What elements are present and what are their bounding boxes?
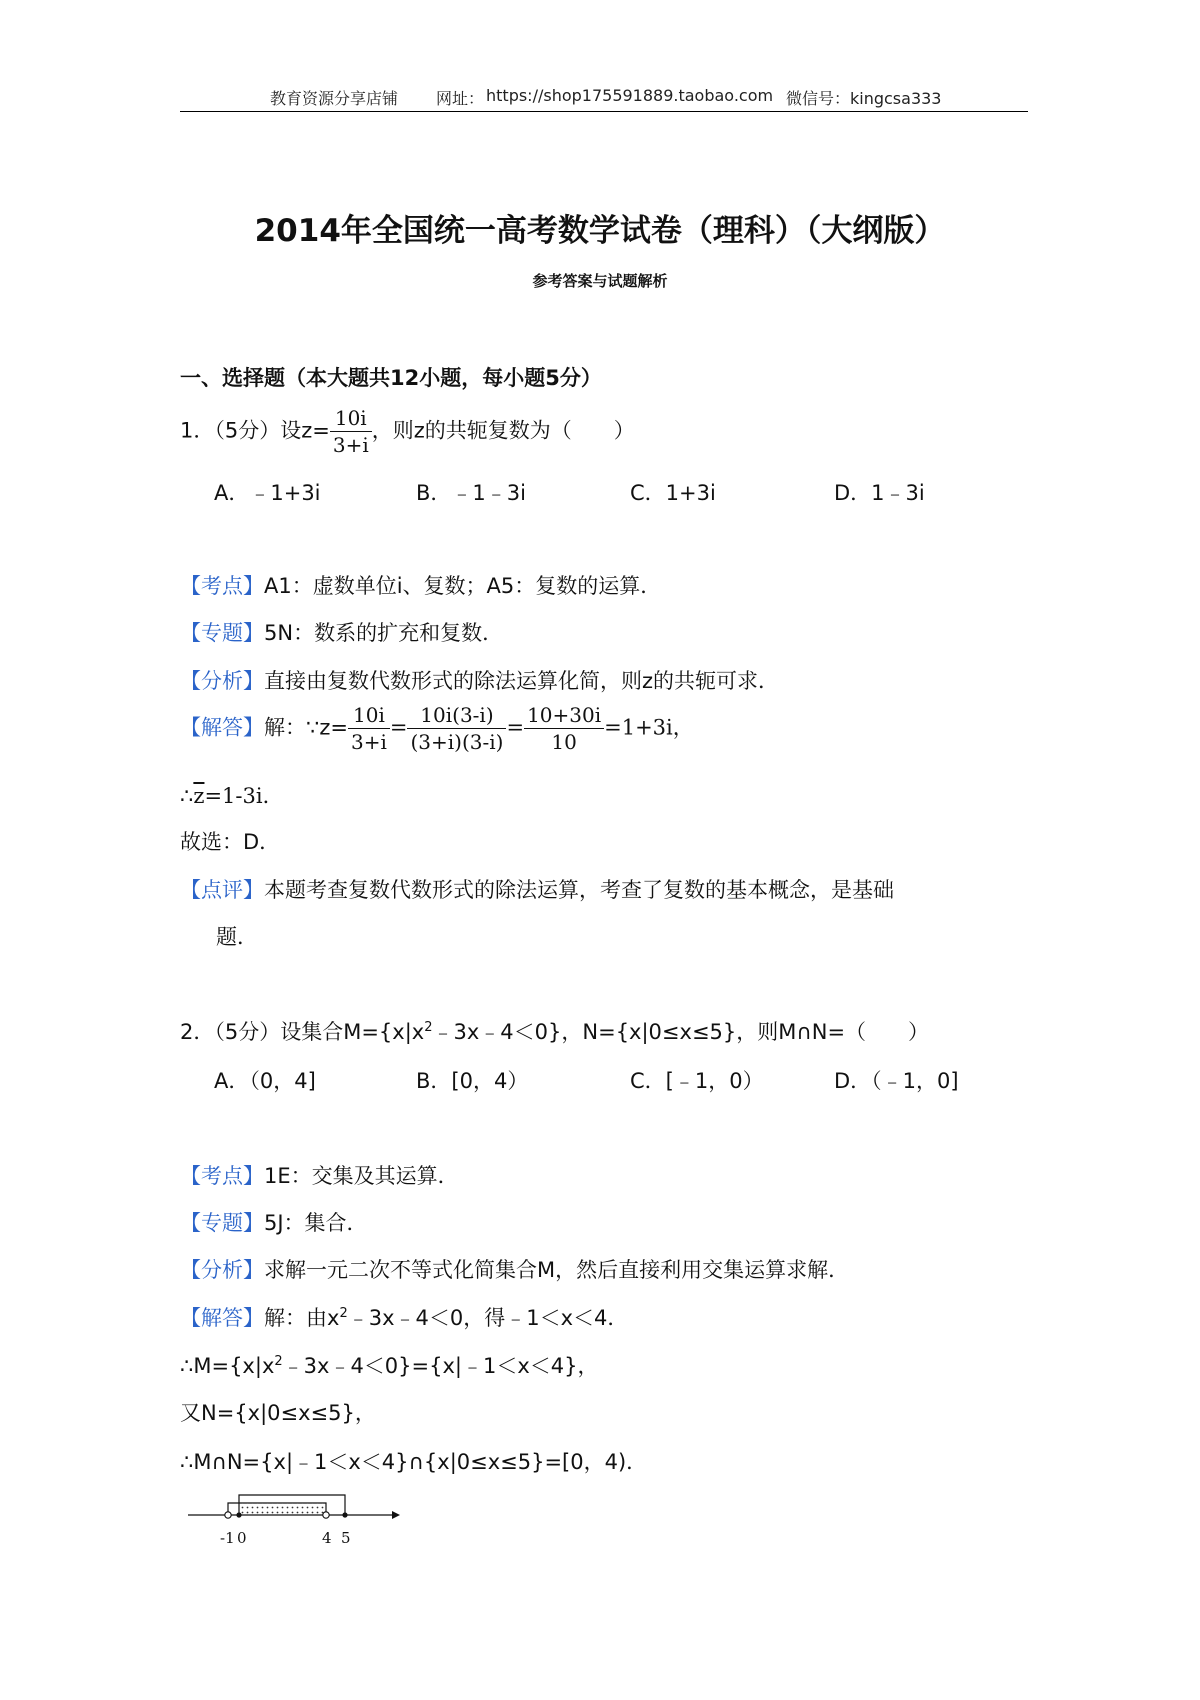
page-title: 2014年全国统一高考数学试卷（理科）（大纲版） [254, 213, 946, 249]
q2-jieda [180, 1302, 628, 1332]
q1-jieda-f1-num: 10i [348, 702, 390, 729]
q1-answer: 故选：D． [180, 830, 281, 854]
q1-jieda-f3-num: 10+30i [524, 702, 604, 729]
q2-jieda-a: 解：由x [264, 1306, 340, 1330]
q2-option-d: D．（﹣1，0] [834, 1069, 959, 1093]
q1-stem [180, 405, 635, 458]
q1-jieda-eq2: = [506, 715, 525, 740]
header-url[interactable]: https://shop175591889.taobao.com [486, 86, 774, 105]
q2-zhuanti-text: 5J：集合． [264, 1211, 368, 1235]
q1-kaodian-text: A1：虚数单位i、复数；A5：复数的运算． [264, 574, 662, 598]
q2-fenxi-tag: 【分析】 [180, 1258, 264, 1282]
q2-zhuanti-tag: 【专题】 [180, 1211, 264, 1235]
q1-jieda-f1-den: 3+i [350, 730, 387, 754]
tick-label-0: 0 [237, 1529, 247, 1547]
tick-label-minus1: -1 [220, 1529, 235, 1547]
q2-jieda-sup: 2 [339, 1306, 348, 1321]
q1-jieda-tag: 【解答】 [180, 715, 264, 740]
closed-endpoint-0 [236, 1512, 241, 1517]
q2-stem-b: ﹣3x﹣4＜0}，N={x|0≤x≤5}，则M∩N=（ ） [432, 1020, 930, 1044]
q1-jieda-pre: 解：∵z= [264, 715, 348, 740]
q2-line4: ∴M∩N={x|﹣1＜x＜4}∩{x|0≤x≤5}=[0，4)． [180, 1450, 648, 1474]
q2-kaodian [180, 1160, 459, 1190]
q1-fraction-denominator: 3+i [332, 433, 369, 457]
q2-option-c: C．[﹣1，0） [630, 1069, 764, 1093]
q2-option-b: B．[0，4） [416, 1069, 529, 1093]
tick-label-4: 4 [322, 1529, 332, 1547]
q1-jieda-post: =1+3i， [604, 715, 694, 740]
q2-zhuanti [180, 1207, 368, 1237]
q1-jieda-eq1: = [389, 715, 408, 740]
closed-endpoint-5 [342, 1512, 347, 1517]
q2-stem-sup: 2 [424, 1020, 433, 1035]
number-line-arrowhead [392, 1511, 400, 1519]
open-endpoint-minus1 [225, 1512, 231, 1518]
tick-label-5: 5 [341, 1529, 351, 1547]
q1-fenxi-text: 直接由复数代数形式的除法运算化简，则z的共轭可求． [264, 669, 780, 693]
q2-jieda-b: ﹣3x﹣4＜0，得﹣1＜x＜4． [347, 1306, 629, 1330]
q2-line3: 又N={x|0≤x≤5}， [180, 1401, 376, 1425]
q1-jieda-fraction-2 [407, 702, 506, 755]
page-subtitle: 参考答案与试题解析 [532, 272, 668, 290]
q1-option-d: D．1﹣3i [834, 481, 925, 505]
q1-zhuanti [180, 617, 503, 647]
q2-option-a: A．（0，4] [214, 1069, 316, 1093]
q1-jieda-fraction-3 [524, 702, 604, 755]
q1-kaodian-tag: 【考点】 [180, 574, 264, 598]
q1-jieda-f3-den: 10 [551, 730, 577, 754]
q1-dianping-tag: 【点评】 [180, 878, 264, 902]
header-shop: 教育资源分享店铺 [270, 89, 399, 108]
q1-zhuanti-tag: 【专题】 [180, 621, 264, 645]
q2-stem-a: 2．（5分）设集合M={x|x [180, 1020, 425, 1044]
q2-kaodian-text: 1E：交集及其运算． [264, 1164, 459, 1188]
q2-line2-sup: 2 [274, 1354, 283, 1369]
q1-fraction [330, 405, 372, 458]
q1-option-c: C．1+3i [630, 481, 716, 505]
q2-fenxi [180, 1254, 849, 1284]
q1-z-bar: $\overline{z}$ [193, 784, 205, 808]
q2-stem [180, 1016, 929, 1046]
section-heading: 一、选择题（本大题共12小题，每小题5分） [180, 366, 602, 390]
q1-therefore: ∴ [180, 784, 194, 808]
q1-zhuanti-text: 5N：数系的扩充和复数． [264, 621, 504, 645]
header-url-label: 网址： [436, 89, 485, 108]
q1-kaodian [180, 570, 661, 600]
q1-fenxi-tag: 【分析】 [180, 669, 264, 693]
q1-fraction-numerator: 10i [330, 405, 372, 432]
q2-line2-a: ∴M={x|x [180, 1354, 275, 1378]
q1-conjugate-value: =1-3i． [204, 784, 284, 808]
q1-dianping-text: 本题考查复数代数形式的除法运算，考查了复数的基本概念，是基础 [264, 878, 894, 902]
q1-jieda [180, 702, 694, 755]
q1-conjugate-line [180, 780, 284, 810]
q2-kaodian-tag: 【考点】 [180, 1164, 264, 1188]
q1-dianping-cont: 题． [216, 925, 258, 949]
q1-option-b: B．﹣1﹣3i [416, 481, 526, 505]
q2-line2 [180, 1350, 599, 1380]
open-endpoint-4 [323, 1512, 329, 1518]
q2-line2-b: ﹣3x﹣4＜0}={x|﹣1＜x＜4}， [282, 1354, 599, 1378]
header-divider [180, 111, 1028, 112]
number-line-figure [180, 1485, 400, 1555]
q1-fenxi [180, 665, 779, 695]
q2-jieda-tag: 【解答】 [180, 1306, 264, 1330]
q1-dianping [180, 874, 894, 904]
header-wechat: 微信号：kingcsa333 [786, 89, 942, 108]
q1-jieda-f2-den: (3+i)(3-i) [410, 730, 504, 754]
q1-stem-post: ，则z的共轭复数为（ ） [371, 418, 635, 443]
q1-jieda-fraction-1 [348, 702, 390, 755]
q1-jieda-f2-num: 10i(3-i) [407, 702, 506, 729]
q1-option-a: A．﹣1+3i [214, 481, 321, 505]
intersection-shading [239, 1503, 326, 1515]
q1-stem-pre: 1．（5分）设z= [180, 418, 330, 443]
q2-fenxi-text: 求解一元二次不等式化简集合M，然后直接利用交集运算求解． [264, 1258, 850, 1282]
